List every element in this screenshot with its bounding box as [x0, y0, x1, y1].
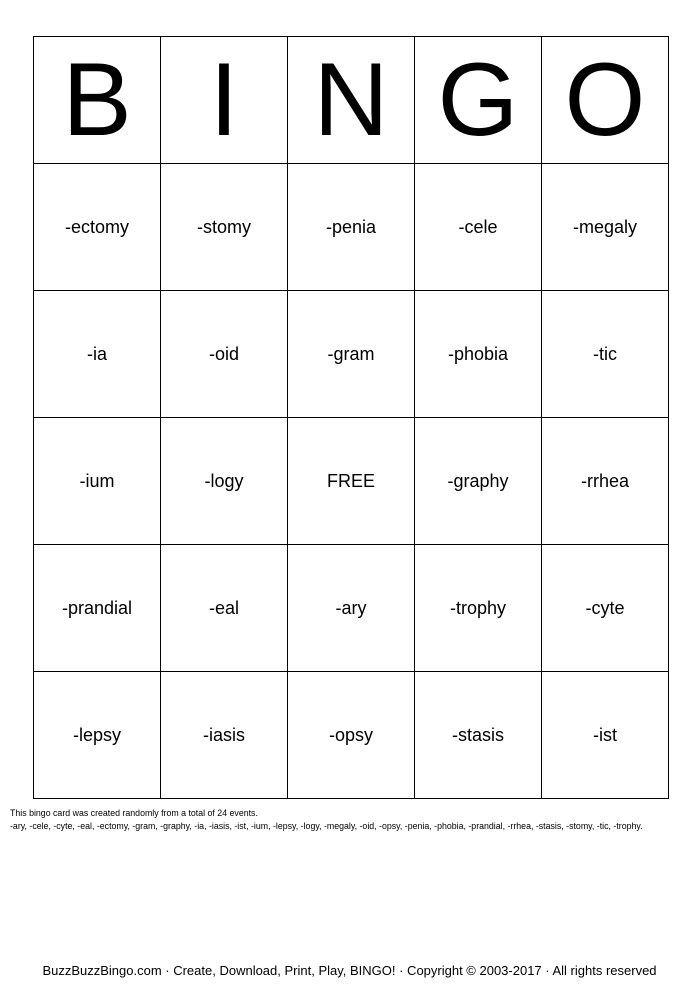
- bingo-cell: -prandial: [34, 545, 161, 672]
- bingo-cell: -stomy: [161, 164, 288, 291]
- bingo-cell: -ium: [34, 418, 161, 545]
- header-letter-b: B: [34, 37, 161, 164]
- bingo-cell: -tic: [542, 291, 669, 418]
- bingo-row: [34, 418, 669, 545]
- bingo-cell: -eal: [161, 545, 288, 672]
- bingo-cell: -oid: [161, 291, 288, 418]
- bingo-cell: -rrhea: [542, 418, 669, 545]
- bingo-cell: -phobia: [415, 291, 542, 418]
- bingo-row: [34, 291, 669, 418]
- bingo-cell: -opsy: [288, 672, 415, 799]
- note-summary: This bingo card was created randomly from a total of 24 events.: [10, 808, 258, 818]
- bingo-row: [34, 164, 669, 291]
- header-letter-g: G: [415, 37, 542, 164]
- bingo-cell: -logy: [161, 418, 288, 545]
- card-note: [10, 807, 680, 833]
- header-letter-n: N: [288, 37, 415, 164]
- bingo-cell: -penia: [288, 164, 415, 291]
- bingo-cell: -ary: [288, 545, 415, 672]
- bingo-cell: -iasis: [161, 672, 288, 799]
- bingo-cell: -ist: [542, 672, 669, 799]
- footer-text: BuzzBuzzBingo.com · Create, Download, Print, Play, BINGO! · Copyright © 2003-2017 · All rights reserved: [42, 963, 657, 978]
- header-letter-o: O: [542, 37, 669, 164]
- bingo-cell: -megaly: [542, 164, 669, 291]
- header-letter-i: I: [161, 37, 288, 164]
- bingo-cell: -lepsy: [34, 672, 161, 799]
- bingo-cell: -gram: [288, 291, 415, 418]
- bingo-cell: -cele: [415, 164, 542, 291]
- bingo-row: [34, 545, 669, 672]
- free-space-cell: FREE: [288, 418, 415, 545]
- bingo-cell: -trophy: [415, 545, 542, 672]
- bingo-card: [33, 36, 669, 799]
- bingo-cell: -ectomy: [34, 164, 161, 291]
- note-event-list: -ary, -cele, -cyte, -eal, -ectomy, -gram, -graphy, -ia, -iasis, -ist, -ium, -lepsy, -logy, -megaly, -oid, -opsy, -penia, -phobia, -prandial, -rrhea, -stasis, -stomy, -tic, -trophy.: [10, 821, 643, 831]
- header-row: [34, 37, 669, 164]
- bingo-cell: -graphy: [415, 418, 542, 545]
- bingo-cell: -stasis: [415, 672, 542, 799]
- bingo-row: [34, 672, 669, 799]
- bingo-cell: -ia: [34, 291, 161, 418]
- bingo-cell: -cyte: [542, 545, 669, 672]
